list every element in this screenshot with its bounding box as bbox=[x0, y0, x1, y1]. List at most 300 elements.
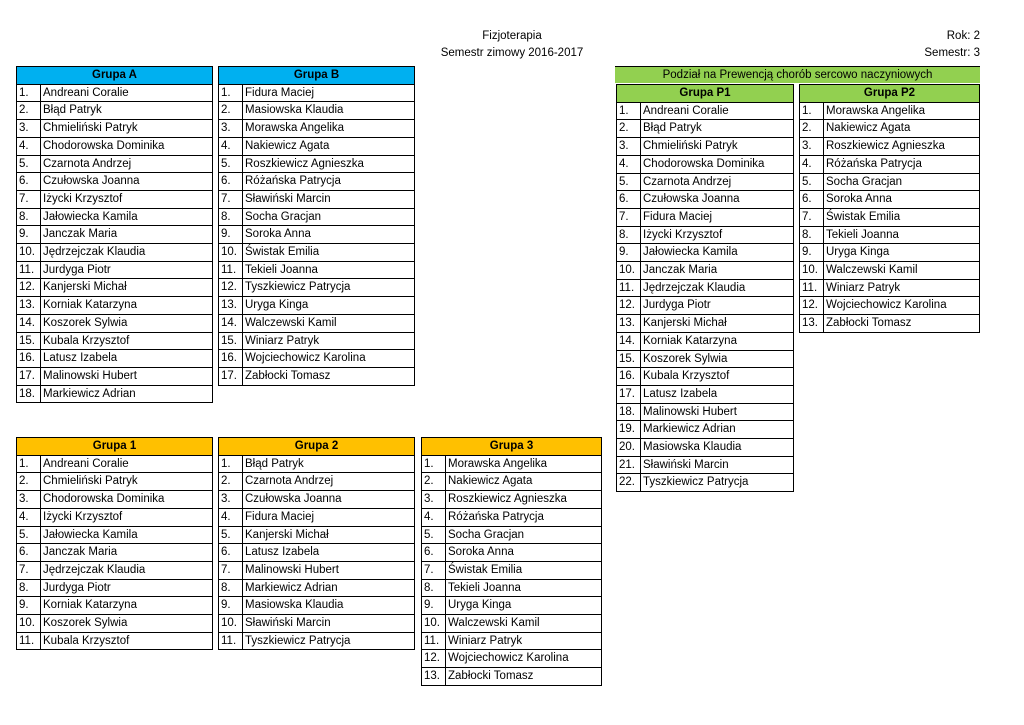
table-row bbox=[219, 120, 415, 138]
row-number: 6. bbox=[219, 173, 243, 191]
table-row bbox=[219, 332, 415, 350]
table-row bbox=[219, 102, 415, 120]
table-row bbox=[422, 544, 602, 562]
row-number: 6. bbox=[17, 173, 41, 191]
student-name: Jałowiecka Kamila bbox=[641, 244, 794, 262]
table-row bbox=[617, 262, 794, 280]
table-row bbox=[617, 173, 794, 191]
row-number: 10. bbox=[219, 615, 243, 633]
table-row bbox=[219, 473, 415, 491]
row-number: 18. bbox=[617, 403, 641, 421]
student-name: Latusz Izabela bbox=[41, 350, 213, 368]
row-number: 2. bbox=[17, 473, 41, 491]
row-number: 5. bbox=[800, 173, 824, 191]
row-number: 9. bbox=[219, 597, 243, 615]
row-number: 16. bbox=[617, 368, 641, 386]
student-name: Morawska Angelika bbox=[824, 102, 980, 120]
row-number: 14. bbox=[17, 314, 41, 332]
row-number: 21. bbox=[617, 456, 641, 474]
table-row bbox=[17, 190, 213, 208]
document-title: Fizjoterapia bbox=[482, 30, 542, 42]
table-row bbox=[617, 138, 794, 156]
student-name: Korniak Katarzyna bbox=[41, 597, 213, 615]
student-name: Korniak Katarzyna bbox=[41, 297, 213, 315]
table-row bbox=[219, 226, 415, 244]
table-row bbox=[17, 261, 213, 279]
row-number: 8. bbox=[422, 579, 446, 597]
row-number: 11. bbox=[219, 261, 243, 279]
table-row bbox=[422, 508, 602, 526]
student-name: Chmieliński Patryk bbox=[641, 138, 794, 156]
student-name: Czułowska Joanna bbox=[641, 191, 794, 209]
table-row bbox=[617, 368, 794, 386]
row-number: 15. bbox=[17, 332, 41, 350]
table-row bbox=[617, 456, 794, 474]
student-name: Koszorek Sylwia bbox=[641, 350, 794, 368]
student-name: Winiarz Patryk bbox=[243, 332, 415, 350]
student-name: Latusz Izabela bbox=[243, 544, 415, 562]
row-number: 6. bbox=[17, 544, 41, 562]
row-number: 7. bbox=[422, 561, 446, 579]
student-name: Jędrzejczak Klaudia bbox=[641, 279, 794, 297]
student-name: Świstak Emilia bbox=[243, 244, 415, 262]
row-number: 2. bbox=[617, 120, 641, 138]
table-row bbox=[219, 297, 415, 315]
row-number: 9. bbox=[617, 244, 641, 262]
row-number: 11. bbox=[17, 261, 41, 279]
prevention-banner: Podział na Prewencją chorób sercowo naczyniowych bbox=[615, 66, 980, 83]
table-row bbox=[800, 279, 980, 297]
row-number: 2. bbox=[219, 473, 243, 491]
table-row bbox=[800, 244, 980, 262]
year-label: Rok: 2 bbox=[946, 30, 980, 42]
student-name: Kubala Krzysztof bbox=[41, 632, 213, 650]
student-name: Uryga Kinga bbox=[824, 244, 980, 262]
table-row bbox=[17, 279, 213, 297]
table-row bbox=[17, 244, 213, 262]
row-number: 19. bbox=[617, 421, 641, 439]
student-name: Tekieli Joanna bbox=[243, 261, 415, 279]
student-name: Koszorek Sylwia bbox=[41, 615, 213, 633]
row-number: 5. bbox=[17, 526, 41, 544]
row-number: 15. bbox=[219, 332, 243, 350]
student-name: Morawska Angelika bbox=[243, 120, 415, 138]
student-name: Soroka Anna bbox=[446, 544, 602, 562]
table-row bbox=[617, 350, 794, 368]
row-number: 5. bbox=[219, 526, 243, 544]
table-row bbox=[617, 385, 794, 403]
row-number: 1. bbox=[219, 455, 243, 473]
row-number: 4. bbox=[617, 155, 641, 173]
student-name: Zabłocki Tomasz bbox=[446, 668, 602, 686]
table-row bbox=[17, 491, 213, 509]
row-number: 3. bbox=[17, 120, 41, 138]
row-number: 7. bbox=[219, 190, 243, 208]
row-number: 3. bbox=[219, 491, 243, 509]
row-number: 5. bbox=[219, 155, 243, 173]
student-name: Zabłocki Tomasz bbox=[824, 315, 980, 333]
row-number: 17. bbox=[17, 367, 41, 385]
row-number: 1. bbox=[617, 102, 641, 120]
student-name: Fidura Maciej bbox=[243, 508, 415, 526]
table-row bbox=[617, 208, 794, 226]
row-number: 1. bbox=[17, 84, 41, 102]
row-number: 1. bbox=[422, 455, 446, 473]
row-number: 7. bbox=[219, 561, 243, 579]
group-g1-title: Grupa 1 bbox=[17, 438, 213, 456]
row-number: 8. bbox=[17, 208, 41, 226]
row-number: 10. bbox=[800, 262, 824, 280]
row-number: 8. bbox=[800, 226, 824, 244]
row-number: 2. bbox=[17, 102, 41, 120]
student-name: Socha Gracjan bbox=[824, 173, 980, 191]
table-row bbox=[219, 244, 415, 262]
student-name: Tekieli Joanna bbox=[824, 226, 980, 244]
student-name: Markiewicz Adrian bbox=[243, 579, 415, 597]
table-row bbox=[800, 315, 980, 333]
table-row bbox=[617, 315, 794, 333]
table-row bbox=[617, 474, 794, 492]
row-number: 2. bbox=[219, 102, 243, 120]
student-name: Iżycki Krzysztof bbox=[641, 226, 794, 244]
row-number: 4. bbox=[17, 508, 41, 526]
table-row bbox=[17, 367, 213, 385]
student-name: Jałowiecka Kamila bbox=[41, 526, 213, 544]
row-number: 7. bbox=[17, 561, 41, 579]
row-number: 14. bbox=[617, 332, 641, 350]
student-name: Andreani Coralie bbox=[41, 84, 213, 102]
table-row bbox=[219, 491, 415, 509]
row-number: 8. bbox=[219, 208, 243, 226]
student-name: Soroka Anna bbox=[824, 191, 980, 209]
table-row bbox=[219, 173, 415, 191]
student-name: Kubala Krzysztof bbox=[41, 332, 213, 350]
student-name: Świstak Emilia bbox=[446, 561, 602, 579]
student-name: Jurdyga Piotr bbox=[41, 261, 213, 279]
table-row bbox=[617, 403, 794, 421]
table-row bbox=[219, 615, 415, 633]
row-number: 9. bbox=[800, 244, 824, 262]
table-row bbox=[422, 668, 602, 686]
group-b-title: Grupa B bbox=[219, 67, 415, 85]
group-p2-table bbox=[799, 84, 980, 333]
group-g3-title: Grupa 3 bbox=[422, 438, 602, 456]
row-number: 11. bbox=[219, 632, 243, 650]
row-number: 20. bbox=[617, 439, 641, 457]
table-row bbox=[17, 350, 213, 368]
student-name: Morawska Angelika bbox=[446, 455, 602, 473]
student-name: Jurdyga Piotr bbox=[41, 579, 213, 597]
student-name: Chmieliński Patryk bbox=[41, 473, 213, 491]
row-number: 11. bbox=[800, 279, 824, 297]
table-row bbox=[17, 173, 213, 191]
table-row bbox=[219, 137, 415, 155]
table-row bbox=[422, 615, 602, 633]
table-row bbox=[422, 597, 602, 615]
student-name: Jędrzejczak Klaudia bbox=[41, 561, 213, 579]
student-name: Chodorowska Dominika bbox=[641, 155, 794, 173]
table-row bbox=[219, 544, 415, 562]
row-number: 3. bbox=[219, 120, 243, 138]
semester-label: Semestr zimowy 2016-2017 bbox=[440, 47, 584, 59]
student-name: Iżycki Krzysztof bbox=[41, 508, 213, 526]
table-row bbox=[17, 455, 213, 473]
student-name: Czułowska Joanna bbox=[41, 173, 213, 191]
row-number: 9. bbox=[17, 597, 41, 615]
group-2-table bbox=[218, 437, 415, 650]
student-name: Masiowska Klaudia bbox=[641, 439, 794, 457]
table-row bbox=[17, 526, 213, 544]
table-row bbox=[219, 561, 415, 579]
table-row bbox=[17, 102, 213, 120]
row-number: 6. bbox=[422, 544, 446, 562]
student-name: Winiarz Patryk bbox=[824, 279, 980, 297]
row-number: 3. bbox=[422, 491, 446, 509]
row-number: 9. bbox=[422, 597, 446, 615]
student-name: Chmieliński Patryk bbox=[41, 120, 213, 138]
table-row bbox=[617, 297, 794, 315]
table-row bbox=[17, 314, 213, 332]
student-name: Kanjerski Michał bbox=[641, 315, 794, 333]
row-number: 13. bbox=[17, 297, 41, 315]
row-number: 4. bbox=[219, 137, 243, 155]
row-number: 15. bbox=[617, 350, 641, 368]
table-row bbox=[617, 439, 794, 457]
student-name: Roszkiewicz Agnieszka bbox=[243, 155, 415, 173]
table-row bbox=[17, 208, 213, 226]
row-number: 5. bbox=[422, 526, 446, 544]
student-name: Roszkiewicz Agnieszka bbox=[446, 491, 602, 509]
student-name: Iżycki Krzysztof bbox=[41, 190, 213, 208]
student-name: Fidura Maciej bbox=[243, 84, 415, 102]
table-row bbox=[17, 120, 213, 138]
row-number: 7. bbox=[800, 208, 824, 226]
group-g2-title: Grupa 2 bbox=[219, 438, 415, 456]
row-number: 6. bbox=[617, 191, 641, 209]
table-row bbox=[219, 526, 415, 544]
row-number: 5. bbox=[17, 155, 41, 173]
student-name: Roszkiewicz Agnieszka bbox=[824, 138, 980, 156]
student-name: Wojciechowicz Karolina bbox=[824, 297, 980, 315]
table-row bbox=[617, 102, 794, 120]
student-name: Różańska Patrycja bbox=[446, 508, 602, 526]
row-number: 7. bbox=[17, 190, 41, 208]
student-name: Wojciechowicz Karolina bbox=[446, 650, 602, 668]
student-name: Markiewicz Adrian bbox=[641, 421, 794, 439]
table-row bbox=[617, 120, 794, 138]
student-name: Różańska Patrycja bbox=[824, 155, 980, 173]
group-b-table bbox=[218, 66, 415, 386]
row-number: 17. bbox=[219, 367, 243, 385]
student-name: Markiewicz Adrian bbox=[41, 385, 213, 403]
student-name: Kanjerski Michał bbox=[41, 279, 213, 297]
table-row bbox=[617, 155, 794, 173]
student-name: Janczak Maria bbox=[41, 544, 213, 562]
group-p2-title: Grupa P2 bbox=[800, 85, 980, 103]
table-row bbox=[219, 261, 415, 279]
group-1-table bbox=[16, 437, 213, 650]
table-row bbox=[617, 279, 794, 297]
table-row bbox=[422, 491, 602, 509]
student-name: Walczewski Kamil bbox=[824, 262, 980, 280]
table-row bbox=[17, 473, 213, 491]
table-row bbox=[219, 190, 415, 208]
group-a-table bbox=[16, 66, 213, 403]
row-number: 18. bbox=[17, 385, 41, 403]
row-number: 11. bbox=[17, 632, 41, 650]
table-row bbox=[422, 561, 602, 579]
table-row bbox=[422, 650, 602, 668]
table-row bbox=[617, 421, 794, 439]
student-name: Wojciechowicz Karolina bbox=[243, 350, 415, 368]
student-name: Tekieli Joanna bbox=[446, 579, 602, 597]
student-name: Jurdyga Piotr bbox=[641, 297, 794, 315]
row-number: 2. bbox=[422, 473, 446, 491]
row-number: 10. bbox=[422, 615, 446, 633]
table-row bbox=[219, 208, 415, 226]
student-name: Socha Gracjan bbox=[243, 208, 415, 226]
student-name: Malinowski Hubert bbox=[41, 367, 213, 385]
row-number: 11. bbox=[422, 632, 446, 650]
table-row bbox=[800, 297, 980, 315]
group-3-table bbox=[421, 437, 602, 686]
table-row bbox=[617, 244, 794, 262]
student-name: Fidura Maciej bbox=[641, 208, 794, 226]
row-number: 6. bbox=[800, 191, 824, 209]
student-name: Andreani Coralie bbox=[641, 102, 794, 120]
student-name: Soroka Anna bbox=[243, 226, 415, 244]
table-row bbox=[17, 137, 213, 155]
row-number: 17. bbox=[617, 385, 641, 403]
table-row bbox=[617, 191, 794, 209]
row-number: 9. bbox=[17, 226, 41, 244]
student-name: Malinowski Hubert bbox=[641, 403, 794, 421]
table-row bbox=[17, 385, 213, 403]
table-row bbox=[800, 208, 980, 226]
row-number: 8. bbox=[617, 226, 641, 244]
row-number: 12. bbox=[17, 279, 41, 297]
student-name: Błąd Patryk bbox=[243, 455, 415, 473]
table-row bbox=[800, 262, 980, 280]
table-row bbox=[219, 455, 415, 473]
row-number: 11. bbox=[617, 279, 641, 297]
student-name: Czarnota Andrzej bbox=[243, 473, 415, 491]
row-number: 10. bbox=[219, 244, 243, 262]
table-row bbox=[617, 332, 794, 350]
row-number: 4. bbox=[219, 508, 243, 526]
table-row bbox=[800, 191, 980, 209]
student-name: Chodorowska Dominika bbox=[41, 491, 213, 509]
row-number: 4. bbox=[422, 508, 446, 526]
row-number: 16. bbox=[219, 350, 243, 368]
student-name: Błąd Patryk bbox=[41, 102, 213, 120]
student-name: Winiarz Patryk bbox=[446, 632, 602, 650]
table-row bbox=[219, 314, 415, 332]
student-name: Nakiewicz Agata bbox=[446, 473, 602, 491]
student-name: Sławiński Marcin bbox=[243, 190, 415, 208]
table-row bbox=[17, 508, 213, 526]
student-name: Chodorowska Dominika bbox=[41, 137, 213, 155]
student-name: Janczak Maria bbox=[641, 262, 794, 280]
row-number: 10. bbox=[17, 615, 41, 633]
student-name: Uryga Kinga bbox=[446, 597, 602, 615]
row-number: 12. bbox=[422, 650, 446, 668]
table-row bbox=[17, 84, 213, 102]
student-name: Latusz Izabela bbox=[641, 385, 794, 403]
row-number: 4. bbox=[17, 137, 41, 155]
table-row bbox=[422, 526, 602, 544]
student-name: Janczak Maria bbox=[41, 226, 213, 244]
row-number: 8. bbox=[219, 579, 243, 597]
row-number: 13. bbox=[219, 297, 243, 315]
row-number: 4. bbox=[800, 155, 824, 173]
student-name: Czarnota Andrzej bbox=[641, 173, 794, 191]
row-number: 13. bbox=[617, 315, 641, 333]
row-number: 1. bbox=[17, 455, 41, 473]
table-row bbox=[422, 473, 602, 491]
student-name: Świstak Emilia bbox=[824, 208, 980, 226]
table-row bbox=[422, 579, 602, 597]
row-number: 12. bbox=[617, 297, 641, 315]
group-p1-table bbox=[616, 84, 794, 492]
row-number: 5. bbox=[617, 173, 641, 191]
table-row bbox=[17, 561, 213, 579]
student-name: Tyszkiewicz Patrycja bbox=[641, 474, 794, 492]
student-name: Sławiński Marcin bbox=[243, 615, 415, 633]
table-row bbox=[800, 155, 980, 173]
row-number: 3. bbox=[800, 138, 824, 156]
table-row bbox=[17, 615, 213, 633]
row-number: 7. bbox=[617, 208, 641, 226]
row-number: 1. bbox=[800, 102, 824, 120]
table-row bbox=[219, 350, 415, 368]
student-name: Tyszkiewicz Patrycja bbox=[243, 632, 415, 650]
row-number: 9. bbox=[219, 226, 243, 244]
row-number: 8. bbox=[17, 579, 41, 597]
table-row bbox=[800, 102, 980, 120]
student-name: Andreani Coralie bbox=[41, 455, 213, 473]
table-row bbox=[219, 508, 415, 526]
row-number: 1. bbox=[219, 84, 243, 102]
row-number: 12. bbox=[219, 279, 243, 297]
row-number: 3. bbox=[17, 491, 41, 509]
table-row bbox=[17, 332, 213, 350]
table-row bbox=[800, 173, 980, 191]
table-row bbox=[219, 279, 415, 297]
row-number: 3. bbox=[617, 138, 641, 156]
student-name: Walczewski Kamil bbox=[243, 314, 415, 332]
student-name: Socha Gracjan bbox=[446, 526, 602, 544]
table-row bbox=[17, 544, 213, 562]
table-row bbox=[219, 579, 415, 597]
table-row bbox=[17, 632, 213, 650]
table-row bbox=[800, 138, 980, 156]
table-row bbox=[422, 632, 602, 650]
student-name: Masiowska Klaudia bbox=[243, 102, 415, 120]
table-row bbox=[219, 597, 415, 615]
table-row bbox=[219, 632, 415, 650]
table-row bbox=[17, 155, 213, 173]
row-number: 10. bbox=[17, 244, 41, 262]
student-name: Koszorek Sylwia bbox=[41, 314, 213, 332]
table-row bbox=[422, 455, 602, 473]
row-number: 13. bbox=[422, 668, 446, 686]
table-row bbox=[219, 155, 415, 173]
student-name: Korniak Katarzyna bbox=[641, 332, 794, 350]
table-row bbox=[800, 120, 980, 138]
student-name: Kanjerski Michał bbox=[243, 526, 415, 544]
table-row bbox=[17, 226, 213, 244]
